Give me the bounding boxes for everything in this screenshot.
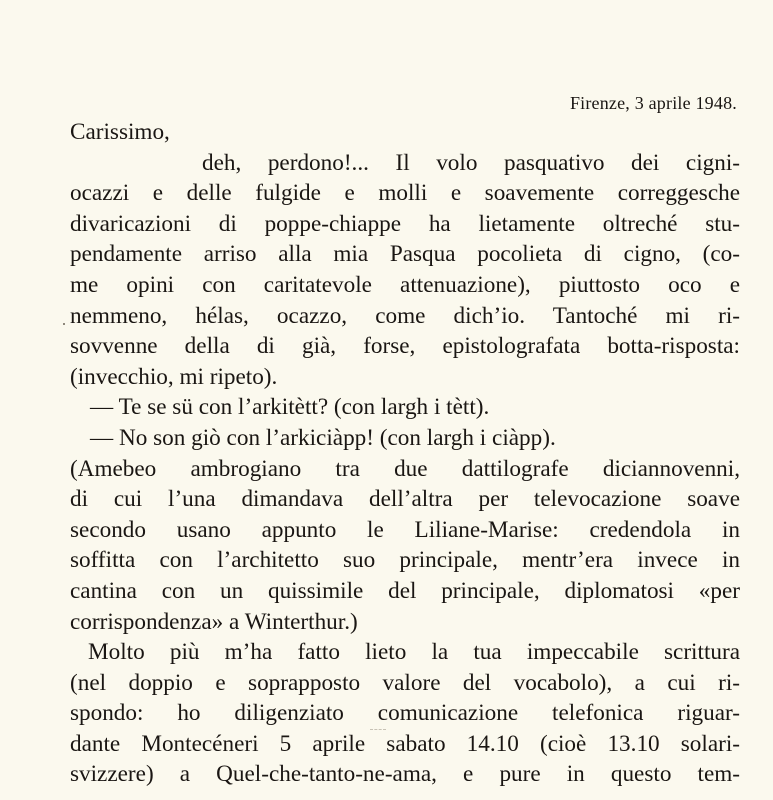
dialogue-line: — Te se sü con l’arkitètt? (con largh i tètt). <box>90 394 490 421</box>
text-line: corrispondenza» a Winterthur.) <box>70 608 358 635</box>
text-line: (Amebeo ambrogiano tra due dattilografe diciannovenni, <box>70 455 740 482</box>
text-line: spondo: ho diligenziato comunicazione telefonica riguar- <box>70 700 740 727</box>
text-line: cantina con un quissimile del principale, diplomatosi «per <box>70 577 740 604</box>
dialogue-line: — No son giò con l’arkiciàpp! (con largh i ciàpp). <box>90 424 556 451</box>
text-line: (invecchio, mi ripeto). <box>70 363 278 390</box>
text-line: deh, perdono!... Il volo pasquativo dei cigni- <box>202 149 740 176</box>
text-line: dante Montecéneri 5 aprile sabato 14.10 (cioè 13.10 solari- <box>70 730 740 757</box>
text-line: soffitta con l’architetto suo principale, mentr’era invece in <box>70 547 740 574</box>
text-line: secondo usano appunto le Liliane-Marise: credendola in <box>70 516 740 543</box>
page-footer-mark <box>370 729 386 731</box>
show-through-text <box>170 8 590 88</box>
letter-dateline: Firenze, 3 aprile 1948. <box>569 93 737 113</box>
text-line: di cui l’una dimandava dell’altra per televocazione soave <box>70 486 740 513</box>
salutation: Carissimo, <box>70 119 170 145</box>
letter-body <box>70 117 740 790</box>
text-line: nemmeno, hélas, ocazzo, come dich’io. Tantoché mi ri- <box>70 302 740 329</box>
text-line: (nel doppio e soprapposto valore del vocabolo), a cui ri- <box>70 669 740 696</box>
text-line: pendamente arriso alla mia Pasqua pocolieta di cigno, (co- <box>70 241 740 268</box>
text-line: me opini con caritatevole attenuazione), piuttosto oco e <box>70 271 740 298</box>
margin-speck <box>63 323 65 325</box>
text-line: Molto più m’ha fatto lieto la tua impeccabile scrittura <box>88 639 740 666</box>
text-line: divaricazioni di poppe-chiappe ha lietamente oltreché stu- <box>70 210 740 237</box>
text-line: svizzere) a Quel-che-tanto-ne-ama, e pure in questo tem- <box>70 761 740 788</box>
text-line: ocazzi e delle fulgide e molli e soavemente correggesche <box>70 180 740 207</box>
text-line: sovvenne della di già, forse, epistolografata botta-risposta: <box>70 333 740 360</box>
